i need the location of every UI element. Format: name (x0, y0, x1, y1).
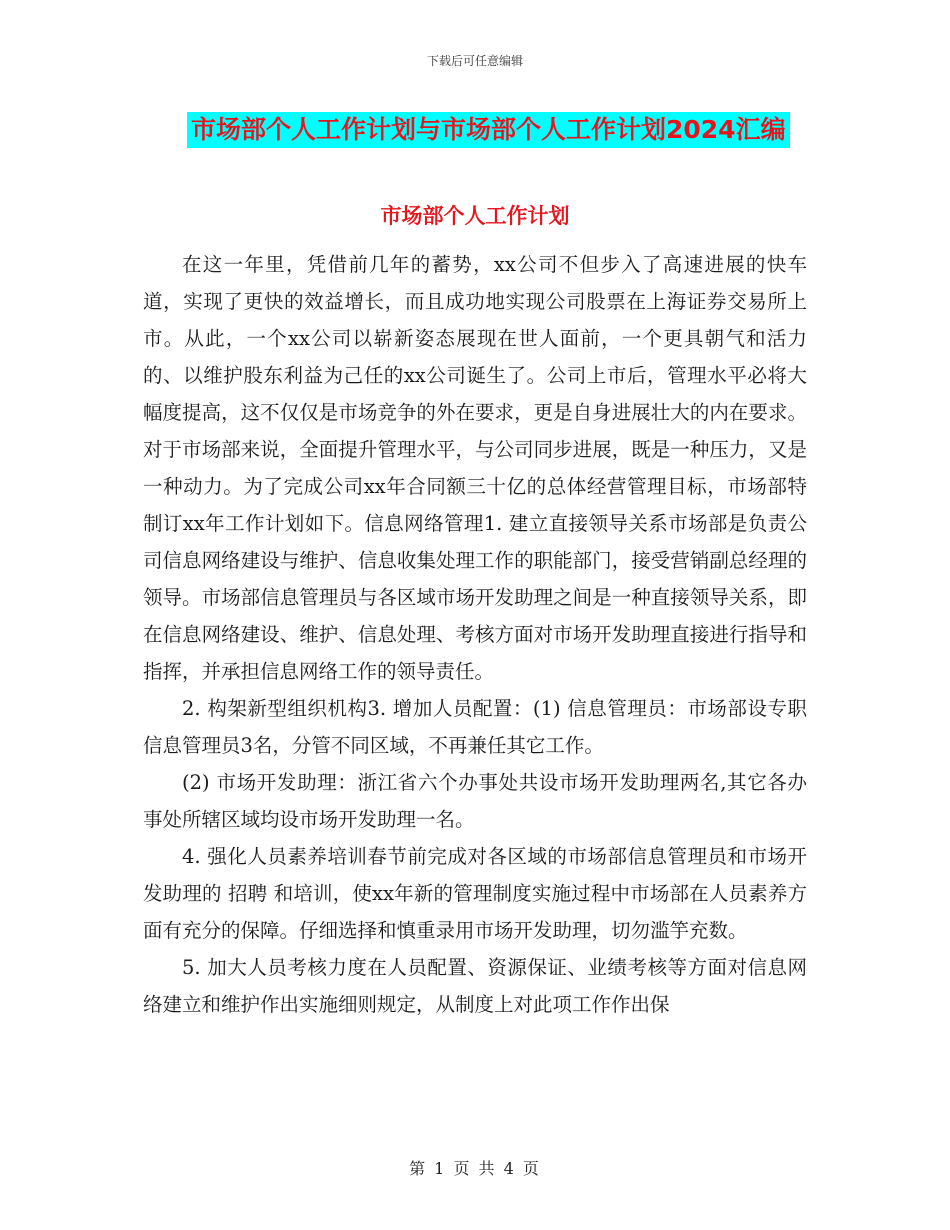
paragraph: (2) 市场开发助理：浙江省六个办事处共设市场开发助理两名,其它各办事处所辖区域均设市场开发助理一名。 (143, 771, 807, 831)
header-note: 下载后可任意编辑 (426, 54, 523, 68)
body-text (143, 246, 807, 1023)
paragraph: 在这一年里，凭借前几年的蓄势，xx公司不但步入了高速进展的快车道，实现了更快的效益增长，而且成功地实现公司股票在上海证券交易所上市。从此，一个xx公司以崭新姿态展现在世人面前，一个更具朝气和活力的、以维护股东利益为己任的xx公司诞生了。公司上市后，管理水平必将大幅度提高，这不仅仅是市场竞争的外在要求，更是自身进展壮大的内在要求。对于市场部来说，全面提升管理水平，与公司同步进展，既是一种压力，又是一种动力。为了完成公司xx年合同额三十亿的总体经营管理目标，市场部特制订xx年工作计划如下。信息网络管理1. 建立直接领导关系市场部是负责公司信息网络建设与维护、信息收集处理工作的职能部门，接受营销副总经理的领导。市场部信息管理员与各区域市场开发助理之间是一种直接领导关系，即在信息网络建设、维护、信息处理、考核方面对市场开发助理直接进行指导和指挥，并承担信息网络工作的领导责任。 (143, 253, 807, 683)
section-title: 市场部个人工作计划 (380, 204, 570, 228)
paragraph: 4. 强化人员素养培训春节前完成对各区域的市场部信息管理员和市场开发助理的 招聘 和培训，使xx年新的管理制度实施过程中市场部在人员素养方面有充分的保障。仔细选择和慎重录用市场开发助理，切勿滥竽充数。 (143, 845, 807, 942)
paragraph: 2. 构架新型组织机构3. 增加人员配置：(1) 信息管理员：市场部设专职信息管理员3名，分管不同区域，不再兼任其它工作。 (143, 697, 807, 757)
page-footer: 第 1 页 共 4 页 (409, 1159, 541, 1178)
paragraph: 5. 加大人员考核力度在人员配置、资源保证、业绩考核等方面对信息网络建立和维护作出实施细则规定，从制度上对此项工作作出保 (143, 956, 807, 1016)
document-title: 市场部个人工作计划与市场部个人工作计划2024汇编 (187, 112, 790, 148)
